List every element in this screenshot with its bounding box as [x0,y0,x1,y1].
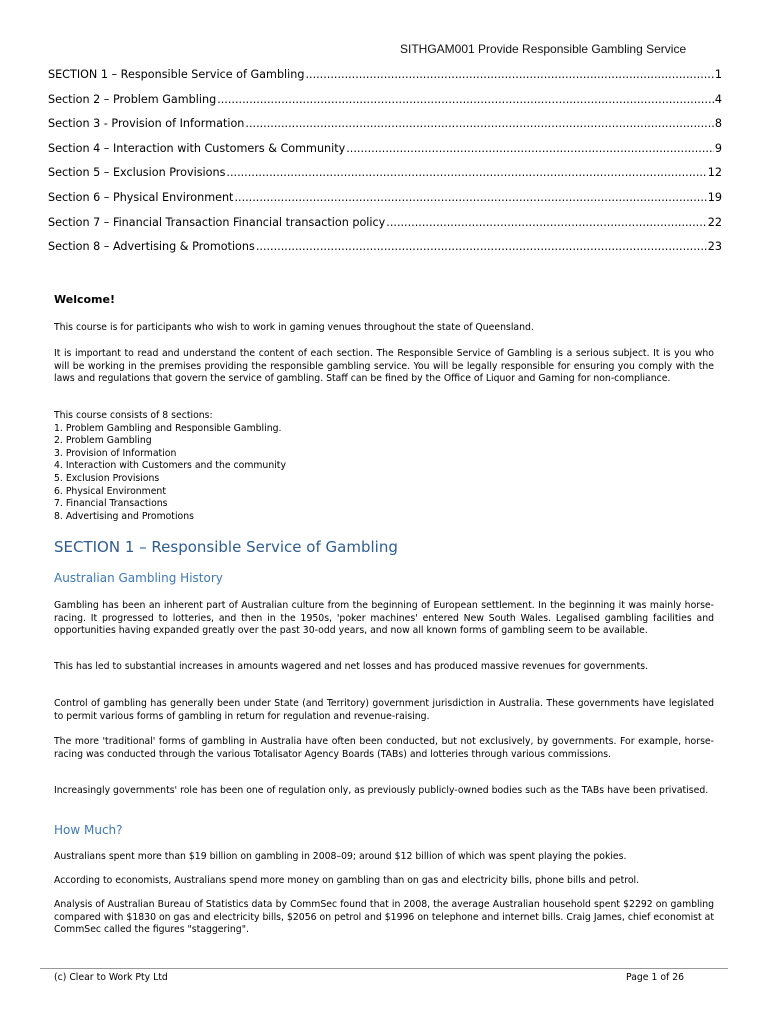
toc-entry-page: 4 [714,92,722,106]
toc-entry-page: 9 [714,141,722,155]
toc-entry-page: 1 [714,68,722,81]
history-heading: Australian Gambling History [54,571,223,585]
section-1-title: SECTION 1 – Responsible Service of Gambling [54,538,398,556]
toc-entry-page: 23 [707,240,722,254]
sections-list [54,423,286,524]
toc-entry-label: SECTION 1 – Responsible Service of Gambling [48,68,305,81]
toc-entry-page: 19 [707,190,722,204]
sections-list-item: 5. Exclusion Provisions [54,472,160,484]
toc-leader-dots [217,93,714,106]
how-much-paragraph: Analysis of Australian Bureau of Statistics data by CommSec found that in 2008, the average Australian household spent $2292 on gambling compared with $1830 on gas and electricity bills, $2056 on petrol and $1996 on telephone and internet bills. Craig James, chief economist at CommSec called the figures "staggering". [54,899,714,936]
toc-entry-label: Section 3 - Provision of Information [48,117,245,131]
sections-list-item: 4. Interaction with Customers and the community [54,460,286,472]
toc-entry[interactable] [48,93,722,118]
welcome-paragraph: This course is for participants who wish to work in gaming venues throughout the state of Queensland. [54,322,534,333]
sections-list-intro: This course consists of 8 sections: [54,410,213,421]
toc-entry-label: Section 7 – Financial Transaction Financial transaction policy [48,215,386,229]
toc-entry[interactable] [48,240,722,265]
document-header-title: SITHGAM001 Provide Responsible Gambling Service [400,42,687,56]
toc-leader-dots [305,68,713,81]
toc-entry[interactable] [48,166,722,191]
table-of-contents [48,68,722,265]
history-paragraph: The more 'traditional' forms of gambling in Australia have often been conducted, but not exclusively, by governments. For example, horse-racing was conducted through the various Totalisator Agency Boards (TABs) and lotteries through various commissions. [54,736,714,760]
toc-entry-label: Section 4 – Interaction with Customers & Community [48,141,346,155]
toc-entry-label: Section 5 – Exclusion Provisions [48,166,226,180]
toc-entry-label: Section 8 – Advertising & Promotions [48,240,255,254]
how-much-paragraph: Australians spent more than $19 billion on gambling in 2008–09; around $12 billion of which was spent playing the pokies. [54,851,627,862]
toc-entry-label: Section 6 – Physical Environment [48,190,234,204]
welcome-paragraph: It is important to read and understand the content of each section. The Responsible Service of Gambling is a serious subject. It is you who will be working in the premises providing the responsible gambling service. You will be legally responsible for ensuring you comply with the laws and regulations that govern the service of gambling. Staff can be fined by the Office of Liquor and Gaming for non-compliance. [54,348,714,385]
toc-entry[interactable] [48,191,722,216]
toc-entry[interactable] [48,117,722,142]
sections-list-item: 7. Financial Transactions [54,498,168,510]
footer-divider [40,968,728,969]
how-much-heading: How Much? [54,823,123,837]
sections-list-item: 6. Physical Environment [54,485,166,497]
toc-leader-dots [346,142,714,155]
history-paragraph: Increasingly governments' role has been one of regulation only, as previously publicly-owned bodies such as the TABs have been privatised. [54,785,709,796]
toc-entry[interactable] [48,68,722,93]
footer-copyright: (c) Clear to Work Pty Ltd [54,972,168,983]
how-much-paragraph: According to economists, Australians spend more money on gambling than on gas and electricity bills, phone bills and petrol. [54,875,640,886]
toc-entry-label: Section 2 – Problem Gambling [48,92,217,106]
footer-page-number: Page 1 of 26 [626,972,685,983]
history-paragraph: This has led to substantial increases in amounts wagered and net losses and has produced massive revenues for governments. [54,661,649,672]
welcome-heading: Welcome! [54,293,115,306]
toc-leader-dots [256,240,707,253]
toc-entry[interactable] [48,142,722,167]
toc-leader-dots [245,117,713,130]
sections-list-item: 2. Problem Gambling [54,435,152,447]
toc-entry[interactable] [48,216,722,241]
toc-entry-page: 8 [714,117,722,131]
history-paragraph: Control of gambling has generally been under State (and Territory) government jurisdiction in Australia. These governments have legislated to permit various forms of gambling in return for regulation and revenue-raising. [54,698,714,722]
toc-leader-dots [234,191,706,204]
toc-leader-dots [226,166,706,179]
sections-list-item: 1. Problem Gambling and Responsible Gambling. [54,422,282,434]
toc-entry-page: 12 [707,166,722,180]
toc-leader-dots [386,216,706,229]
sections-list-item: 3. Provision of Information [54,447,177,459]
history-paragraph: Gambling has been an inherent part of Australian culture from the beginning of European settlement. In the beginning it was mainly horse-racing. It progressed to lotteries, and then in the 1950s, 'poker machines' entered New South Wales. Legalised gambling facilities and opportunities having expanded greatly over the past 30-odd years, and now all known forms of gambling seem to be available. [54,600,714,637]
sections-list-item: 8. Advertising and Promotions [54,510,194,522]
toc-entry-page: 22 [707,215,722,229]
